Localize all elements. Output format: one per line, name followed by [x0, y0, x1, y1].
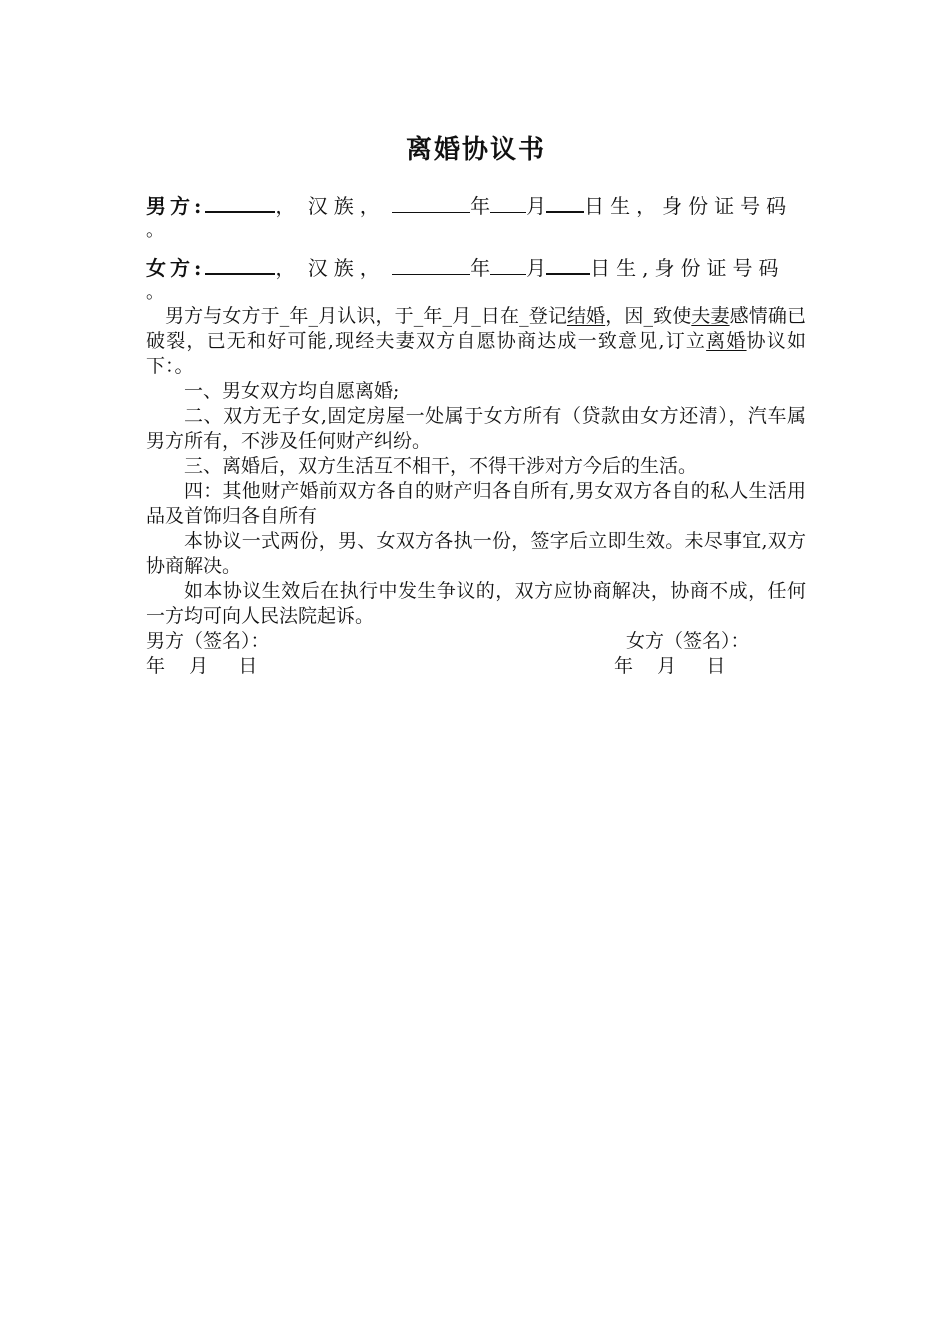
female-month-label: 月: [526, 256, 547, 280]
document-page: [146, 130, 806, 679]
male-year-blank: [392, 194, 470, 213]
intro-underlined-divorce: 离婚: [706, 330, 747, 352]
female-day-id: 日生,身份证号码: [590, 256, 785, 280]
male-id-dot: 。: [146, 220, 164, 241]
intro-part-3: 感情确已破裂，已无和好可能,现经夫妻双方自愿协商达成一致意见,订立: [146, 305, 806, 352]
male-month-blank: [490, 194, 526, 213]
male-name-blank: [205, 193, 275, 213]
intro-underlined-couple: 夫妻: [691, 305, 730, 327]
male-day-blank: [546, 193, 584, 213]
female-year-blank: [392, 256, 470, 275]
intro-underlined-marriage: 结婚: [566, 305, 606, 327]
clause-3: 三、离婚后，双方生活互不相干，不得干涉对方今后的生活。: [184, 455, 698, 477]
female-sep: ，: [275, 256, 302, 280]
intro-paragraph: [146, 304, 806, 379]
male-party-line: [146, 192, 806, 220]
female-signature-label: 女方（签名）：: [626, 630, 750, 652]
male-date: 年 月 日: [146, 655, 258, 677]
intro-part-4: 协议如下：。: [146, 330, 806, 377]
female-party-line: [146, 254, 806, 282]
female-year-label: 年: [470, 256, 491, 280]
intro-part-2: ，因_致使: [605, 305, 692, 327]
male-ethnic: 汉族，: [307, 194, 386, 218]
document-title: 离婚协议书: [405, 135, 546, 165]
male-label: 男方:: [146, 194, 206, 218]
female-id-dot: 。: [146, 282, 164, 303]
signature-row: [146, 629, 806, 654]
male-signature-label: 男方（签名）：: [146, 630, 270, 652]
female-ethnic: 汉族，: [307, 256, 386, 280]
female-label: 女方:: [146, 256, 206, 280]
female-name-blank: [205, 255, 275, 275]
male-day-id: 日生，身份证号码: [584, 194, 793, 218]
clause-4: 四：其他财产婚前双方各自的财产归各自所有,男女双方各自的私人生活用品及首饰归各自所有: [146, 480, 806, 527]
clause-1: 一、男女双方均自愿离婚;: [184, 380, 400, 402]
female-day-blank: [546, 255, 590, 275]
male-month-label: 月: [526, 194, 547, 218]
male-year-label: 年: [470, 194, 491, 218]
date-row: [146, 654, 806, 679]
clause-dispute: 如本协议生效后在执行中发生争议的，双方应协商解决，协商不成，任何一方均可向人民法院起诉。: [146, 580, 806, 627]
clause-copies: 本协议一式两份，男、女双方各执一份，签字后立即生效。未尽事宜,双方协商解决。: [146, 530, 806, 577]
clause-2: 二、双方无子女,固定房屋一处属于女方所有（贷款由女方还清），汽车属男方所有，不涉及任何财产纠纷。: [146, 405, 806, 452]
female-date: 年 月 日: [614, 655, 726, 677]
female-month-blank: [490, 256, 526, 275]
intro-part-1: 男方与女方于_年_月认识，于_年_月_日在_登记: [165, 305, 567, 327]
male-sep: ，: [275, 194, 302, 218]
